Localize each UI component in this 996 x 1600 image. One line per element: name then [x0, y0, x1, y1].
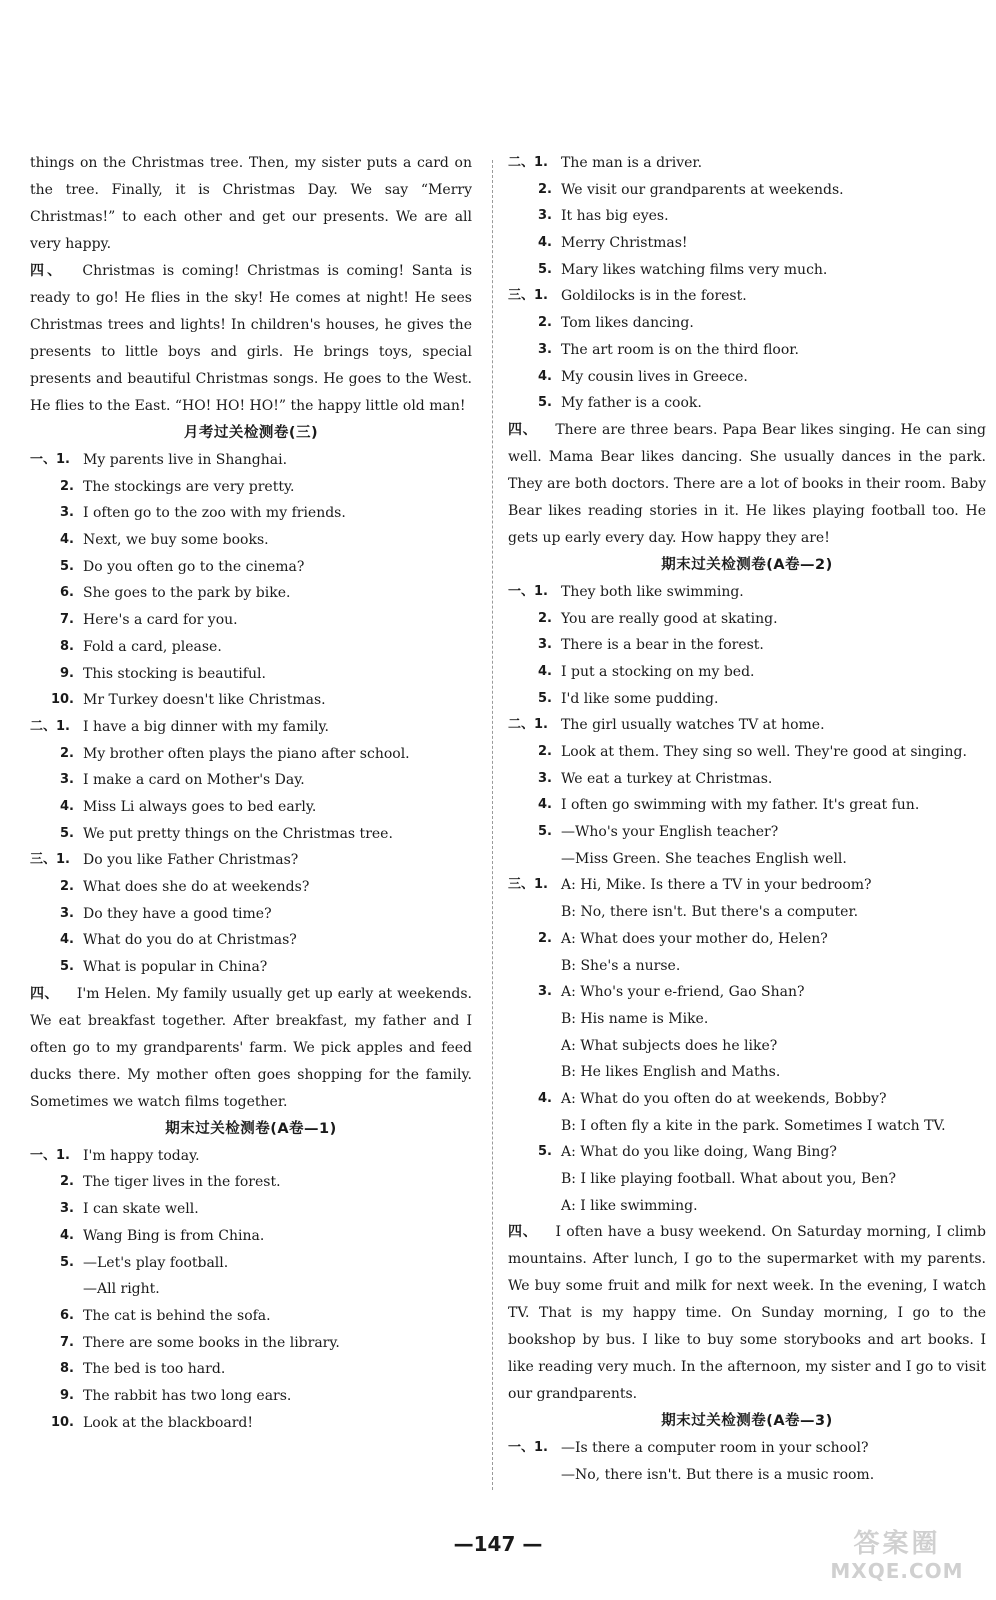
answer-number — [30, 714, 83, 741]
item-number: 1. — [56, 852, 70, 868]
answer-paragraph — [508, 417, 986, 552]
answer-text: Mr Turkey doesn't like Christmas. — [83, 692, 326, 709]
answer-text: Tom likes dancing. — [561, 315, 694, 332]
section-label: 四、 — [30, 985, 59, 1002]
item-number: 5. — [538, 261, 552, 277]
answer-line — [30, 1276, 472, 1303]
answer-line — [30, 821, 472, 848]
item-number: 2. — [60, 1174, 74, 1190]
section-label: 四、 — [508, 1224, 538, 1241]
section-label: 一、 — [30, 452, 57, 467]
answer-line — [508, 390, 986, 417]
answer-line — [508, 230, 986, 257]
answer-text: I often go to the zoo with my friends. — [83, 505, 346, 522]
answer-text: The girl usually watches TV at home. — [561, 717, 825, 734]
item-number: 1. — [56, 718, 70, 734]
item-number: 1. — [56, 1147, 70, 1163]
item-number: 8. — [60, 1361, 74, 1377]
answer-line — [30, 687, 472, 714]
answer-text: The cat is behind the sofa. — [83, 1307, 271, 1324]
answer-text: Do they have a good time? — [83, 905, 272, 922]
answer-line — [508, 846, 986, 873]
answer-number — [508, 872, 561, 899]
answer-line — [508, 659, 986, 686]
item-number: 4. — [60, 932, 74, 948]
answer-text: What do you do at Christmas? — [83, 932, 297, 949]
answer-line — [508, 1193, 986, 1220]
section-label: 四、 — [508, 421, 538, 438]
answer-line — [508, 1086, 986, 1113]
item-number: 2. — [538, 930, 552, 946]
item-number: 10. — [50, 692, 74, 708]
answer-number — [508, 579, 561, 606]
section-label: 二、 — [508, 717, 535, 733]
answer-text: My brother often plays the piano after school. — [83, 745, 410, 762]
answer-line — [30, 794, 472, 821]
paragraph-text: Christmas is coming! Christmas is coming! Santa is ready to go! He flies in the sky! He comes at night! He sees Christmas trees and lights! In children's houses, he gives the presents to little boys and girls. He brings toys, special presents and beautiful Christmas songs. He goes to the West. He flies to the East. “HO! HO! HO!” the happy little old man! — [30, 263, 473, 414]
answer-text: I put a stocking on my bed. — [561, 663, 755, 680]
answer-line — [508, 899, 986, 926]
answer-text: The rabbit has two long ears. — [83, 1387, 292, 1404]
answer-line — [30, 714, 472, 741]
answer-line — [508, 1462, 986, 1489]
answer-paragraph — [30, 258, 472, 420]
item-number: 3. — [538, 637, 552, 653]
answer-text: My cousin lives in Greece. — [561, 368, 748, 385]
answer-line — [30, 661, 472, 688]
answer-paragraph — [30, 981, 472, 1116]
item-number: 3. — [538, 208, 552, 224]
answer-line — [30, 767, 472, 794]
answer-text: A: Hi, Mike. Is there a TV in your bedroom? — [561, 877, 872, 894]
item-number: 2. — [60, 478, 74, 494]
answer-line — [508, 579, 986, 606]
indent — [508, 846, 561, 873]
answer-line — [30, 1223, 472, 1250]
answer-text: The art room is on the third floor. — [561, 341, 799, 358]
item-number: 1. — [534, 155, 548, 170]
answer-line — [508, 150, 986, 177]
answer-number — [508, 283, 561, 310]
item-number: 5. — [538, 1144, 552, 1160]
section-label: 四、 — [30, 263, 65, 279]
watermark-en: MXQE.COM — [830, 1559, 964, 1583]
item-number: 3. — [538, 984, 552, 1000]
section-label: 二、 — [508, 155, 535, 170]
answer-number — [508, 1435, 561, 1462]
answer-text: Merry Christmas! — [561, 235, 688, 252]
answer-line — [30, 607, 472, 634]
answer-line — [508, 606, 986, 633]
answer-line — [30, 527, 472, 554]
item-number: 5. — [60, 959, 74, 975]
item-number: 8. — [60, 638, 74, 654]
item-number: 4. — [538, 368, 552, 384]
answer-text: I often go swimming with my father. It's great fun. — [561, 797, 920, 814]
answer-line — [30, 1356, 472, 1383]
item-number: 6. — [60, 585, 74, 601]
item-number: 2. — [60, 745, 74, 761]
answer-line — [508, 1166, 986, 1193]
answer-line — [508, 1059, 986, 1086]
item-number: 1. — [534, 717, 548, 733]
indent — [508, 1166, 561, 1193]
answer-text: A: Who's your e-friend, Gao Shan? — [561, 984, 805, 1001]
answer-text: Fold a card, please. — [83, 638, 222, 655]
item-number: 4. — [538, 1090, 552, 1106]
section-label: 二、 — [30, 718, 57, 734]
answer-text: There are some books in the library. — [83, 1334, 340, 1351]
answer-line — [30, 1196, 472, 1223]
answer-text: —Is there a computer room in your school? — [561, 1440, 869, 1457]
answer-line — [30, 954, 472, 981]
answer-text: There is a bear in the forest. — [561, 637, 764, 654]
answer-line — [508, 766, 986, 793]
answer-line — [508, 1006, 986, 1033]
answer-text: She goes to the park by bike. — [83, 585, 291, 602]
answer-line — [508, 953, 986, 980]
indent — [30, 1276, 83, 1303]
answer-text: A: I like swimming. — [561, 1197, 698, 1214]
watermark-cn: 答案圈 — [853, 1529, 941, 1559]
indent — [508, 953, 561, 980]
answer-number — [30, 447, 83, 474]
item-number: 3. — [60, 1201, 74, 1217]
answer-paragraph — [508, 1219, 986, 1408]
answer-line — [508, 177, 986, 204]
section-label: 三、 — [30, 852, 57, 868]
answer-line — [30, 927, 472, 954]
answer-line — [508, 203, 986, 230]
item-number: 4. — [538, 797, 552, 813]
answer-text: B: I like playing football. What about you, Ben? — [561, 1171, 897, 1187]
answer-text: B: His name is Mike. — [561, 1010, 709, 1027]
answer-text: Look at the blackboard! — [83, 1414, 254, 1431]
answer-text: B: He likes English and Maths. — [561, 1064, 781, 1081]
answer-text: B: I often fly a kite in the park. Sometimes I watch TV. — [561, 1117, 946, 1134]
answer-text: Goldilocks is in the forest. — [561, 288, 747, 305]
item-number: 1. — [534, 877, 548, 893]
answer-text: —Miss Green. She teaches English well. — [561, 850, 847, 867]
answer-line — [508, 926, 986, 953]
answer-line — [508, 712, 986, 739]
answer-line — [30, 447, 472, 474]
answer-line — [508, 1113, 986, 1140]
answer-line — [508, 872, 986, 899]
watermark-logo — [822, 1528, 972, 1588]
answer-line — [30, 874, 472, 901]
answer-text: B: No, there isn't. But there's a computer. — [561, 904, 859, 921]
item-number: 5. — [60, 558, 74, 574]
answer-text: Miss Li always goes to bed early. — [83, 798, 317, 815]
item-number: 1. — [56, 452, 70, 467]
answer-line — [508, 364, 986, 391]
item-number: 5. — [60, 1254, 74, 1270]
item-number: 2. — [538, 181, 552, 197]
answer-text: I make a card on Mother's Day. — [83, 772, 305, 789]
answer-line — [508, 257, 986, 284]
answer-number — [30, 1143, 83, 1170]
answer-line — [30, 580, 472, 607]
answer-line — [508, 283, 986, 310]
answer-text: A: What does your mother do, Helen? — [561, 930, 828, 947]
item-number: 2. — [60, 879, 74, 894]
right-column — [508, 150, 986, 1489]
answer-number — [30, 847, 83, 874]
answer-line — [30, 1303, 472, 1330]
answer-line — [30, 554, 472, 581]
answer-text: Do you often go to the cinema? — [83, 558, 305, 575]
answer-line — [508, 1139, 986, 1166]
answer-line — [30, 741, 472, 768]
answer-line — [30, 500, 472, 527]
answer-paragraph — [30, 150, 472, 258]
answer-line — [508, 1435, 986, 1462]
answer-text: What is popular in China? — [83, 959, 268, 976]
answer-line — [508, 819, 986, 846]
item-number: 4. — [60, 798, 74, 814]
answer-line — [30, 901, 472, 928]
answer-text: —All right. — [83, 1281, 160, 1298]
item-number: 3. — [538, 770, 552, 786]
item-number: 3. — [60, 905, 74, 921]
indent — [508, 1462, 561, 1489]
indent — [508, 1006, 561, 1033]
answer-text: Here's a card for you. — [83, 612, 238, 629]
section-heading: 月考过关检测卷(三) — [183, 425, 319, 441]
item-number: 4. — [60, 1227, 74, 1243]
item-number: 3. — [538, 341, 552, 357]
answer-line — [30, 1330, 472, 1357]
item-number: 5. — [538, 395, 552, 411]
item-number: 4. — [60, 532, 74, 548]
answer-line — [508, 739, 986, 766]
answer-line — [508, 310, 986, 337]
answer-text: My father is a cook. — [561, 395, 702, 412]
answer-text: They both like swimming. — [561, 583, 744, 600]
answer-text: You are really good at skating. — [561, 610, 778, 627]
answer-text: —No, there isn't. But there is a music room. — [561, 1467, 875, 1484]
answer-line — [30, 847, 472, 874]
indent — [508, 899, 561, 926]
item-number: 10. — [50, 1414, 74, 1430]
answer-text: I'm happy today. — [83, 1147, 200, 1164]
answer-text: We visit our grandparents at weekends. — [561, 181, 844, 198]
item-number: 1. — [534, 583, 548, 599]
left-column — [30, 150, 472, 1436]
indent — [508, 1113, 561, 1140]
column-divider — [492, 160, 493, 1490]
answer-line — [508, 979, 986, 1006]
item-number: 6. — [60, 1307, 74, 1323]
answer-text: We eat a turkey at Christmas. — [561, 770, 773, 787]
answer-line — [30, 474, 472, 501]
answer-line — [30, 1169, 472, 1196]
answer-number — [508, 150, 561, 177]
section-label: 一、 — [508, 583, 535, 599]
indent — [508, 1059, 561, 1086]
indent — [508, 1033, 561, 1060]
answer-text: I can skate well. — [83, 1201, 199, 1218]
answer-line — [30, 1250, 472, 1277]
answer-text: Mary likes watching films very much. — [561, 261, 828, 278]
item-number: 7. — [60, 612, 74, 628]
answer-line — [508, 632, 986, 659]
item-number: 5. — [538, 690, 552, 706]
paragraph-text: I'm Helen. My family usually get up early at weekends. We eat breakfast together. After breakfast, my father and I often go to my grandparents' farm. We pick apples and feed ducks there. My mother often goes shopping for the family. Sometimes we watch films together. — [30, 985, 473, 1110]
item-number: 3. — [60, 505, 74, 521]
indent — [508, 1193, 561, 1220]
item-number: 5. — [538, 824, 552, 840]
answer-line — [30, 634, 472, 661]
answer-text: Wang Bing is from China. — [83, 1227, 265, 1244]
section-label: 三、 — [508, 288, 535, 304]
answer-line — [30, 1383, 472, 1410]
answer-text: What does she do at weekends? — [83, 879, 310, 895]
answer-line — [508, 686, 986, 713]
answer-line — [508, 337, 986, 364]
answer-text: Next, we buy some books. — [83, 532, 269, 549]
answer-text: A: What do you often do at weekends, Bobby? — [561, 1090, 887, 1107]
answer-text: The man is a driver. — [561, 155, 703, 171]
item-number: 4. — [538, 663, 552, 679]
answer-text: I'd like some pudding. — [561, 690, 719, 707]
item-number: 7. — [60, 1334, 74, 1350]
section-heading: 期末过关检测卷(A卷—1) — [165, 1120, 337, 1137]
answer-text: A: What do you like doing, Wang Bing? — [561, 1144, 837, 1161]
answer-text: It has big eyes. — [561, 208, 669, 225]
answer-line — [30, 1410, 472, 1437]
item-number: 5. — [60, 825, 74, 841]
section-label: 一、 — [30, 1147, 57, 1163]
answer-text: We put pretty things on the Christmas tree. — [83, 825, 393, 842]
answer-text: The bed is too hard. — [83, 1361, 226, 1378]
paragraph-text: I often have a busy weekend. On Saturday morning, I climb mountains. After lunch, I go to the supermarket with my parents. We buy some fruit and milk for next week. In the evening, I watch TV. That is my happy time. On Sunday morning, I go to the bookshop by bus. I like to buy some storybooks and art books. I like reading very much. In the afternoon, my sister and I go to visit our grandparents. — [508, 1224, 987, 1403]
answer-text: The stockings are very pretty. — [83, 478, 295, 495]
item-number: 4. — [538, 235, 552, 251]
answer-line — [508, 792, 986, 819]
item-number: 1. — [534, 1440, 548, 1456]
section-label: 三、 — [508, 877, 535, 893]
answer-text: Do you like Father Christmas? — [83, 852, 299, 869]
item-number: 9. — [60, 665, 74, 681]
answer-text: This stocking is beautiful. — [83, 665, 266, 682]
answer-text: My parents live in Shanghai. — [83, 452, 288, 468]
item-number: 2. — [538, 744, 552, 759]
item-number: 1. — [534, 288, 548, 304]
item-number: 2. — [538, 610, 552, 626]
answer-line — [30, 1143, 472, 1170]
answer-text: A: What subjects does he like? — [561, 1037, 778, 1054]
page-number: —147 — — [453, 1532, 543, 1556]
paragraph-text: things on the Christmas tree. Then, my sister puts a card on the tree. Finally, it is Christmas Day. We say “Merry Christmas!” to each other and get our presents. We are all very happy. — [30, 155, 472, 252]
item-number: 3. — [60, 772, 74, 788]
answer-text: —Who's your English teacher? — [561, 824, 779, 841]
section-heading: 期末过关检测卷(A卷—3) — [661, 1413, 833, 1430]
section-label: 一、 — [508, 1440, 535, 1456]
answer-number — [508, 712, 561, 739]
paragraph-text: There are three bears. Papa Bear likes singing. He can sing well. Mama Bear likes dancing. She usually dances in the park. They are both doctors. There are a lot of books in their room. Baby Bear likes reading stories in it. He likes playing football too. He gets up early every day. How happy they are! — [508, 421, 986, 546]
answer-text: I have a big dinner with my family. — [83, 718, 329, 735]
item-number: 2. — [538, 315, 552, 331]
answer-text: The tiger lives in the forest. — [83, 1174, 281, 1191]
item-number: 9. — [60, 1387, 74, 1403]
answer-text: Look at them. They sing so well. They're good at singing. — [561, 744, 967, 760]
answer-line — [508, 1033, 986, 1060]
section-heading: 期末过关检测卷(A卷—2) — [661, 556, 833, 573]
answer-text: —Let's play football. — [83, 1254, 229, 1271]
answer-text: B: She's a nurse. — [561, 957, 681, 974]
